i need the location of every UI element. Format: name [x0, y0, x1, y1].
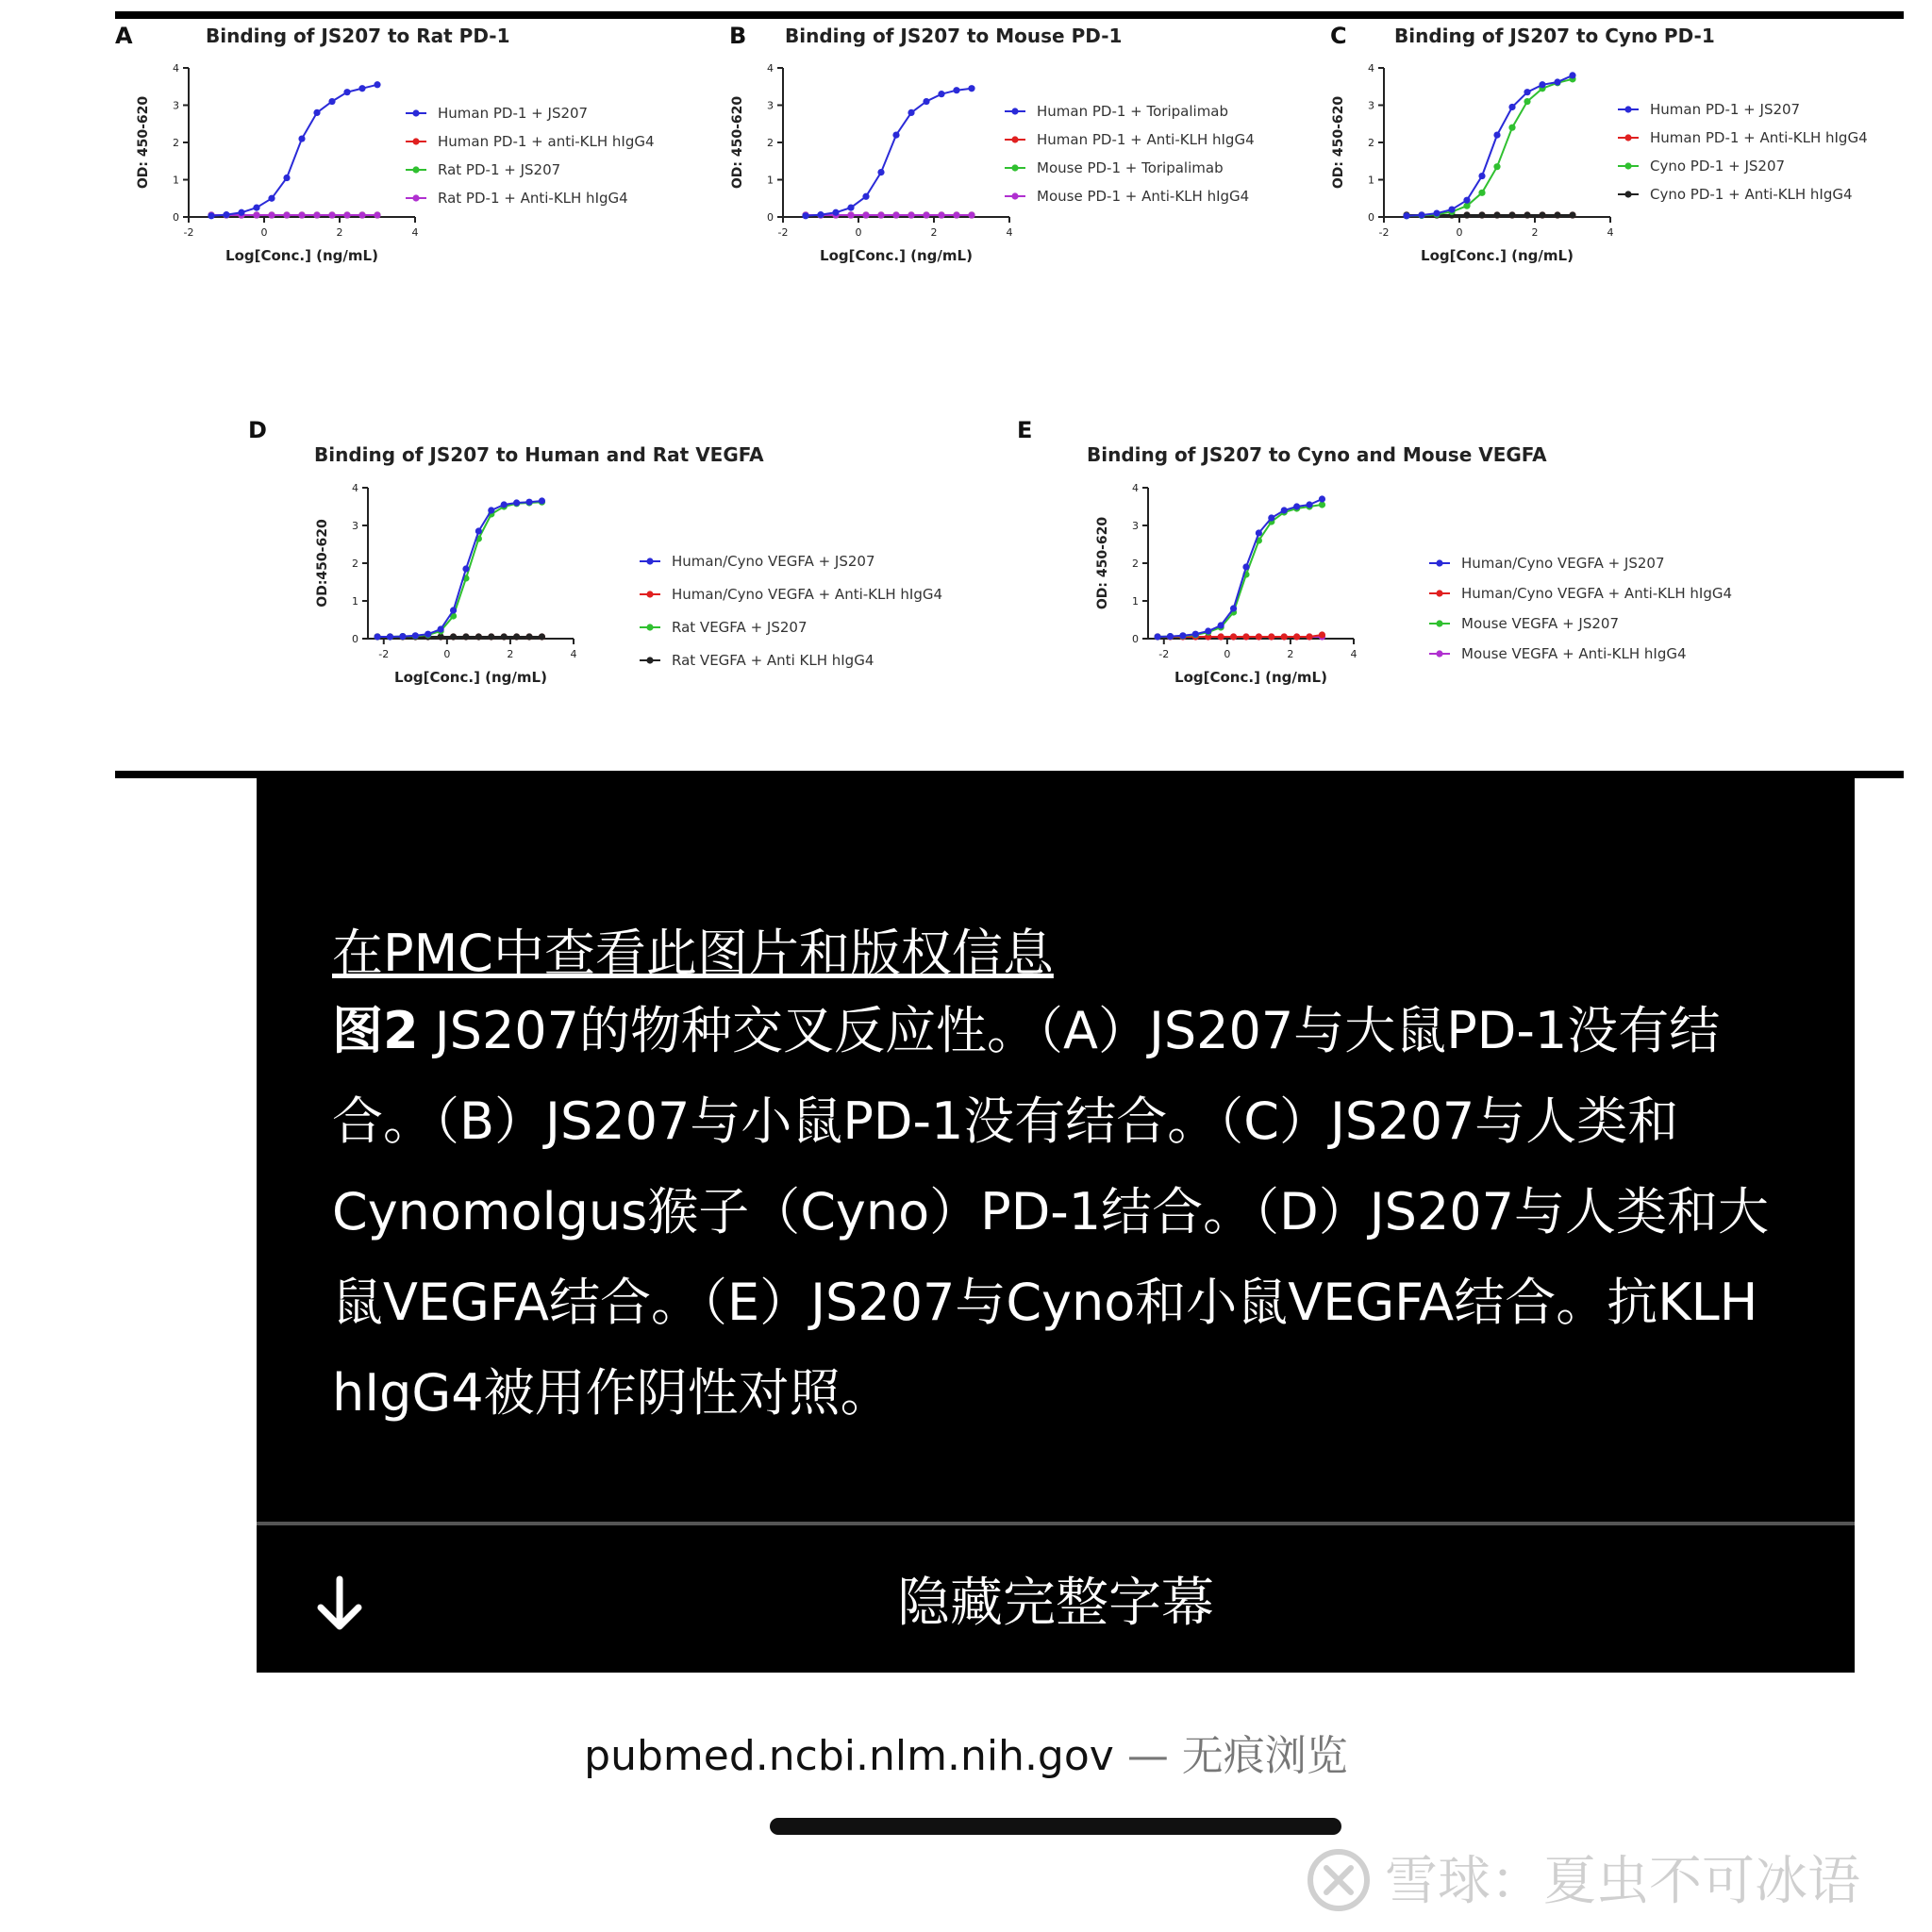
legend-label: Human PD-1 + Toripalimab	[1037, 103, 1229, 120]
x-tick-label: 0	[443, 648, 451, 660]
data-point	[1281, 507, 1288, 513]
data-point	[283, 175, 290, 181]
data-point	[501, 633, 508, 640]
data-point	[1433, 209, 1440, 216]
data-point	[892, 132, 899, 139]
legend-label: Mouse PD-1 + Toripalimab	[1037, 159, 1224, 176]
data-point	[425, 631, 431, 638]
data-point	[862, 211, 869, 218]
data-point	[968, 211, 974, 218]
y-tick-label: 4	[173, 62, 179, 75]
data-point	[438, 625, 444, 632]
data-point	[488, 633, 494, 640]
panel-title-e: Binding of JS207 to Cyno and Mouse VEGFA	[1087, 443, 1547, 466]
data-point	[1154, 633, 1160, 640]
data-point	[1478, 211, 1485, 218]
data-point	[1205, 627, 1211, 634]
data-point	[1539, 81, 1545, 88]
data-point	[1306, 633, 1312, 640]
data-point	[450, 633, 457, 640]
data-point	[539, 633, 545, 640]
data-point	[450, 607, 457, 613]
x-tick-label: -2	[1158, 648, 1170, 660]
panel-letter-e: E	[1017, 417, 1033, 443]
x-tick-label: 4	[1006, 226, 1013, 239]
y-tick-label: 2	[1132, 558, 1139, 570]
panel-letter-d: D	[248, 417, 267, 443]
series-line	[211, 85, 377, 216]
data-point	[1319, 495, 1325, 502]
legend-label: Cyno PD-1 + JS207	[1650, 158, 1786, 175]
data-point	[1256, 529, 1262, 536]
data-point	[1281, 633, 1288, 640]
data-point	[539, 497, 545, 504]
data-point	[1478, 190, 1485, 196]
watermark-text: 雪球：夏虫不可冰语	[1385, 1851, 1860, 1912]
data-point	[1242, 563, 1249, 570]
y-tick-label: 2	[1368, 137, 1374, 149]
data-point	[923, 98, 929, 105]
legend-label: Human PD-1 + Anti-KLH hIgG4	[1037, 131, 1255, 148]
data-point	[1268, 514, 1274, 521]
y-tick-label: 1	[352, 595, 358, 608]
y-tick-label: 0	[1132, 633, 1139, 645]
data-point	[358, 211, 365, 218]
legend-marker	[1436, 650, 1442, 657]
data-point	[1554, 78, 1560, 85]
data-point	[501, 501, 508, 508]
x-tick-label: 2	[1287, 648, 1294, 660]
legend-marker	[646, 558, 653, 564]
data-point	[412, 632, 419, 639]
private-mode-label: — 无痕浏览	[1113, 1732, 1348, 1780]
legend-label: Cyno PD-1 + Anti-KLH hIgG4	[1650, 186, 1853, 203]
x-tick-label: 2	[930, 226, 938, 239]
data-point	[513, 633, 520, 640]
data-point	[832, 209, 839, 216]
x-tick-label: 2	[507, 648, 514, 660]
data-point	[1569, 211, 1575, 218]
data-point	[908, 109, 914, 116]
site-domain: pubmed.ncbi.nlm.nih.gov	[584, 1732, 1114, 1780]
series-line	[1407, 79, 1573, 216]
hide-caption-label[interactable]: 隐藏完整字幕	[897, 1573, 1214, 1634]
x-tick-label: 2	[1531, 226, 1539, 239]
data-point	[1179, 632, 1186, 639]
data-point	[298, 135, 305, 142]
x-tick-label: 4	[1350, 648, 1357, 660]
data-point	[1569, 72, 1575, 78]
data-point	[1493, 211, 1500, 218]
data-point	[268, 195, 275, 202]
data-point	[1167, 633, 1174, 640]
data-point	[1256, 633, 1262, 640]
data-point	[953, 211, 959, 218]
y-tick-label: 3	[352, 520, 358, 532]
data-point	[1508, 125, 1515, 131]
data-point	[877, 211, 884, 218]
data-point	[1418, 211, 1424, 218]
data-point	[1508, 104, 1515, 110]
data-point	[847, 205, 854, 211]
y-tick-label: 4	[767, 62, 774, 75]
data-point	[374, 81, 380, 88]
series-line	[1407, 75, 1573, 216]
legend-marker	[1624, 162, 1631, 169]
data-point	[1192, 631, 1199, 638]
x-tick-label: 0	[1456, 226, 1463, 239]
x-axis-label: Log[Conc.] (ng/mL)	[820, 247, 973, 264]
series-line	[377, 501, 541, 637]
data-point	[1524, 98, 1530, 105]
x-axis-label: Log[Conc.] (ng/mL)	[1174, 669, 1327, 686]
figure-caption	[332, 986, 1804, 1439]
view-in-pmc-link[interactable]: 在PMC中查看此图片和版权信息	[332, 924, 1054, 983]
data-point	[1319, 631, 1325, 638]
data-point	[1293, 503, 1300, 509]
x-tick-label: 4	[570, 648, 577, 660]
series-line	[377, 502, 541, 637]
panel-title-a: Binding of JS207 to Rat PD-1	[206, 25, 510, 47]
legend-marker	[1011, 136, 1018, 142]
data-point	[462, 565, 469, 572]
legend-label: Rat PD-1 + Anti-KLH hIgG4	[438, 190, 628, 207]
caption-body: JS207的物种交叉反应性。（A）JS207与大鼠PD-1没有结合。（B）JS207与小鼠PD-1没有结合。（C）JS207与人类和Cynomolgus猴子（Cyno）PD-1结合。（D）JS207与人类和大鼠VEGFA结合。（E）JS207与Cyno和小鼠VEGFA结合。抗KLH hIgG4被用作阴性对照。	[332, 1001, 1769, 1423]
data-point	[343, 211, 350, 218]
chart-e	[1080, 476, 1797, 769]
legend-label: Human/Cyno VEGFA + Anti-KLH hIgG4	[1461, 585, 1733, 602]
data-point	[525, 633, 532, 640]
legend-marker	[1624, 106, 1631, 112]
data-point	[938, 91, 944, 97]
legend-label: Human PD-1 + Anti-KLH hIgG4	[1650, 129, 1868, 146]
data-point	[462, 633, 469, 640]
data-point	[1524, 211, 1530, 218]
y-tick-label: 3	[1368, 99, 1374, 112]
y-axis-label: OD: 450-620	[1095, 516, 1110, 610]
data-point	[847, 211, 854, 218]
legend-marker	[1624, 134, 1631, 141]
data-point	[298, 211, 305, 218]
data-point	[525, 499, 532, 506]
x-axis-label: Log[Conc.] (ng/mL)	[225, 247, 378, 264]
legend-marker	[646, 591, 653, 597]
data-point	[892, 211, 899, 218]
y-tick-label: 2	[767, 137, 774, 149]
legend-marker	[412, 194, 419, 201]
y-tick-label: 1	[173, 174, 179, 187]
data-point	[475, 633, 482, 640]
series-line	[1158, 505, 1322, 637]
data-point	[1268, 633, 1274, 640]
data-point	[1508, 211, 1515, 218]
data-point	[313, 109, 320, 116]
x-tick-label: 0	[260, 226, 268, 239]
data-point	[328, 98, 335, 105]
panel-title-b: Binding of JS207 to Mouse PD-1	[785, 25, 1123, 47]
series-line	[1158, 499, 1322, 637]
data-point	[938, 211, 944, 218]
data-point	[283, 211, 290, 218]
legend-label: Human PD-1 + anti-KLH hIgG4	[438, 133, 655, 150]
figure-label: 图2	[332, 1001, 419, 1060]
xueqiu-logo-icon	[1306, 1847, 1372, 1913]
x-axis-label: Log[Conc.] (ng/mL)	[1421, 247, 1574, 264]
x-tick-label: 2	[336, 226, 343, 239]
y-tick-label: 4	[352, 482, 358, 494]
legend-label: Rat PD-1 + JS207	[438, 161, 561, 178]
data-point	[1463, 197, 1470, 204]
chart-c	[1316, 57, 1920, 340]
legend-label: Human/Cyno VEGFA + Anti-KLH hIgG4	[672, 586, 943, 603]
y-axis-label: OD: 450-620	[1331, 95, 1346, 190]
panel-letter-c: C	[1330, 23, 1347, 49]
legend-label: Human/Cyno VEGFA + JS207	[1461, 555, 1665, 572]
data-point	[1448, 207, 1455, 213]
x-tick-label: 0	[855, 226, 862, 239]
data-point	[908, 211, 914, 218]
legend-marker	[646, 624, 653, 630]
y-tick-label: 2	[173, 137, 179, 149]
data-point	[488, 507, 494, 513]
data-point	[1230, 605, 1237, 611]
x-tick-label: -2	[378, 648, 390, 660]
y-tick-label: 3	[1132, 520, 1139, 532]
y-tick-label: 4	[1132, 482, 1139, 494]
data-point	[374, 211, 380, 218]
data-point	[475, 527, 482, 534]
data-point	[1524, 89, 1530, 95]
data-point	[1242, 633, 1249, 640]
data-point	[1463, 211, 1470, 218]
data-point	[1218, 622, 1224, 628]
legend-label: Human PD-1 + JS207	[438, 105, 589, 122]
legend-marker	[1011, 164, 1018, 171]
y-tick-label: 0	[173, 211, 179, 224]
legend-marker	[1436, 620, 1442, 626]
y-axis-label: OD:450-620	[315, 519, 330, 608]
legend-label: Human/Cyno VEGFA + JS207	[672, 553, 875, 570]
figure-top-rule	[115, 11, 1904, 19]
data-point	[374, 633, 380, 640]
legend-marker	[1436, 590, 1442, 596]
panel-title-d: Binding of JS207 to Human and Rat VEGFA	[314, 443, 764, 466]
data-point	[1493, 163, 1500, 170]
y-tick-label: 0	[767, 211, 774, 224]
chart-d	[300, 476, 1017, 769]
data-point	[268, 211, 275, 218]
legend-marker	[1011, 108, 1018, 114]
legend-marker	[1436, 559, 1442, 566]
y-axis-label: OD: 450-620	[136, 95, 151, 190]
chart-a	[123, 57, 726, 340]
y-tick-label: 3	[173, 99, 179, 112]
y-axis-label: OD: 450-620	[730, 95, 745, 190]
x-axis-label: Log[Conc.] (ng/mL)	[394, 669, 547, 686]
data-point	[253, 205, 259, 211]
data-point	[358, 85, 365, 92]
legend-marker	[412, 166, 419, 173]
y-tick-label: 1	[1368, 174, 1374, 187]
legend-marker	[412, 109, 419, 116]
y-tick-label: 0	[1368, 211, 1374, 224]
x-tick-label: -2	[1378, 226, 1390, 239]
y-tick-label: 2	[352, 558, 358, 570]
legend-label: Mouse VEGFA + Anti-KLH hIgG4	[1461, 645, 1687, 662]
data-point	[1306, 501, 1312, 508]
y-tick-label: 4	[1368, 62, 1374, 75]
data-point	[923, 211, 929, 218]
data-point	[1230, 633, 1237, 640]
data-point	[1293, 633, 1300, 640]
panel-letter-b: B	[729, 23, 747, 49]
data-point	[343, 89, 350, 95]
x-tick-label: -2	[777, 226, 789, 239]
legend-marker	[646, 657, 653, 663]
home-indicator[interactable]	[770, 1818, 1341, 1835]
chart-b	[717, 57, 1321, 340]
data-point	[877, 169, 884, 175]
data-point	[1493, 132, 1500, 139]
data-point	[313, 211, 320, 218]
data-point	[399, 633, 406, 640]
legend-label: Rat VEGFA + JS207	[672, 619, 808, 636]
data-point	[1478, 173, 1485, 179]
data-point	[968, 85, 974, 92]
y-tick-label: 1	[767, 174, 774, 187]
series-line	[806, 89, 972, 216]
x-tick-label: 0	[1224, 648, 1231, 660]
y-tick-label: 0	[352, 633, 358, 645]
y-tick-label: 1	[1132, 595, 1139, 608]
figure-bottom-rule	[115, 771, 1904, 778]
x-tick-label: 4	[411, 226, 419, 239]
panel-title-c: Binding of JS207 to Cyno PD-1	[1394, 25, 1715, 47]
data-point	[1403, 212, 1409, 219]
legend-label: Rat VEGFA + Anti KLH hIgG4	[672, 652, 874, 669]
data-point	[238, 209, 244, 216]
data-point	[223, 211, 229, 218]
panel-letter-a: A	[115, 23, 133, 49]
legend-label: Mouse PD-1 + Anti-KLH hIgG4	[1037, 188, 1250, 205]
legend-marker	[1011, 192, 1018, 199]
data-point	[1539, 211, 1545, 218]
data-point	[953, 87, 959, 93]
legend-label: Mouse VEGFA + JS207	[1461, 615, 1619, 632]
x-tick-label: -2	[183, 226, 194, 239]
data-point	[328, 211, 335, 218]
legend-marker	[1624, 191, 1631, 197]
data-point	[1554, 211, 1560, 218]
data-point	[802, 212, 808, 219]
data-point	[817, 211, 824, 218]
data-point	[208, 212, 214, 219]
legend-label: Human PD-1 + JS207	[1650, 101, 1801, 118]
legend-marker	[412, 138, 419, 144]
data-point	[1218, 633, 1224, 640]
y-tick-label: 3	[767, 99, 774, 112]
x-tick-label: 4	[1607, 226, 1614, 239]
data-point	[513, 499, 520, 506]
data-point	[253, 211, 259, 218]
data-point	[387, 633, 393, 640]
browser-address-bar[interactable]	[0, 1722, 1932, 1782]
data-point	[862, 193, 869, 200]
